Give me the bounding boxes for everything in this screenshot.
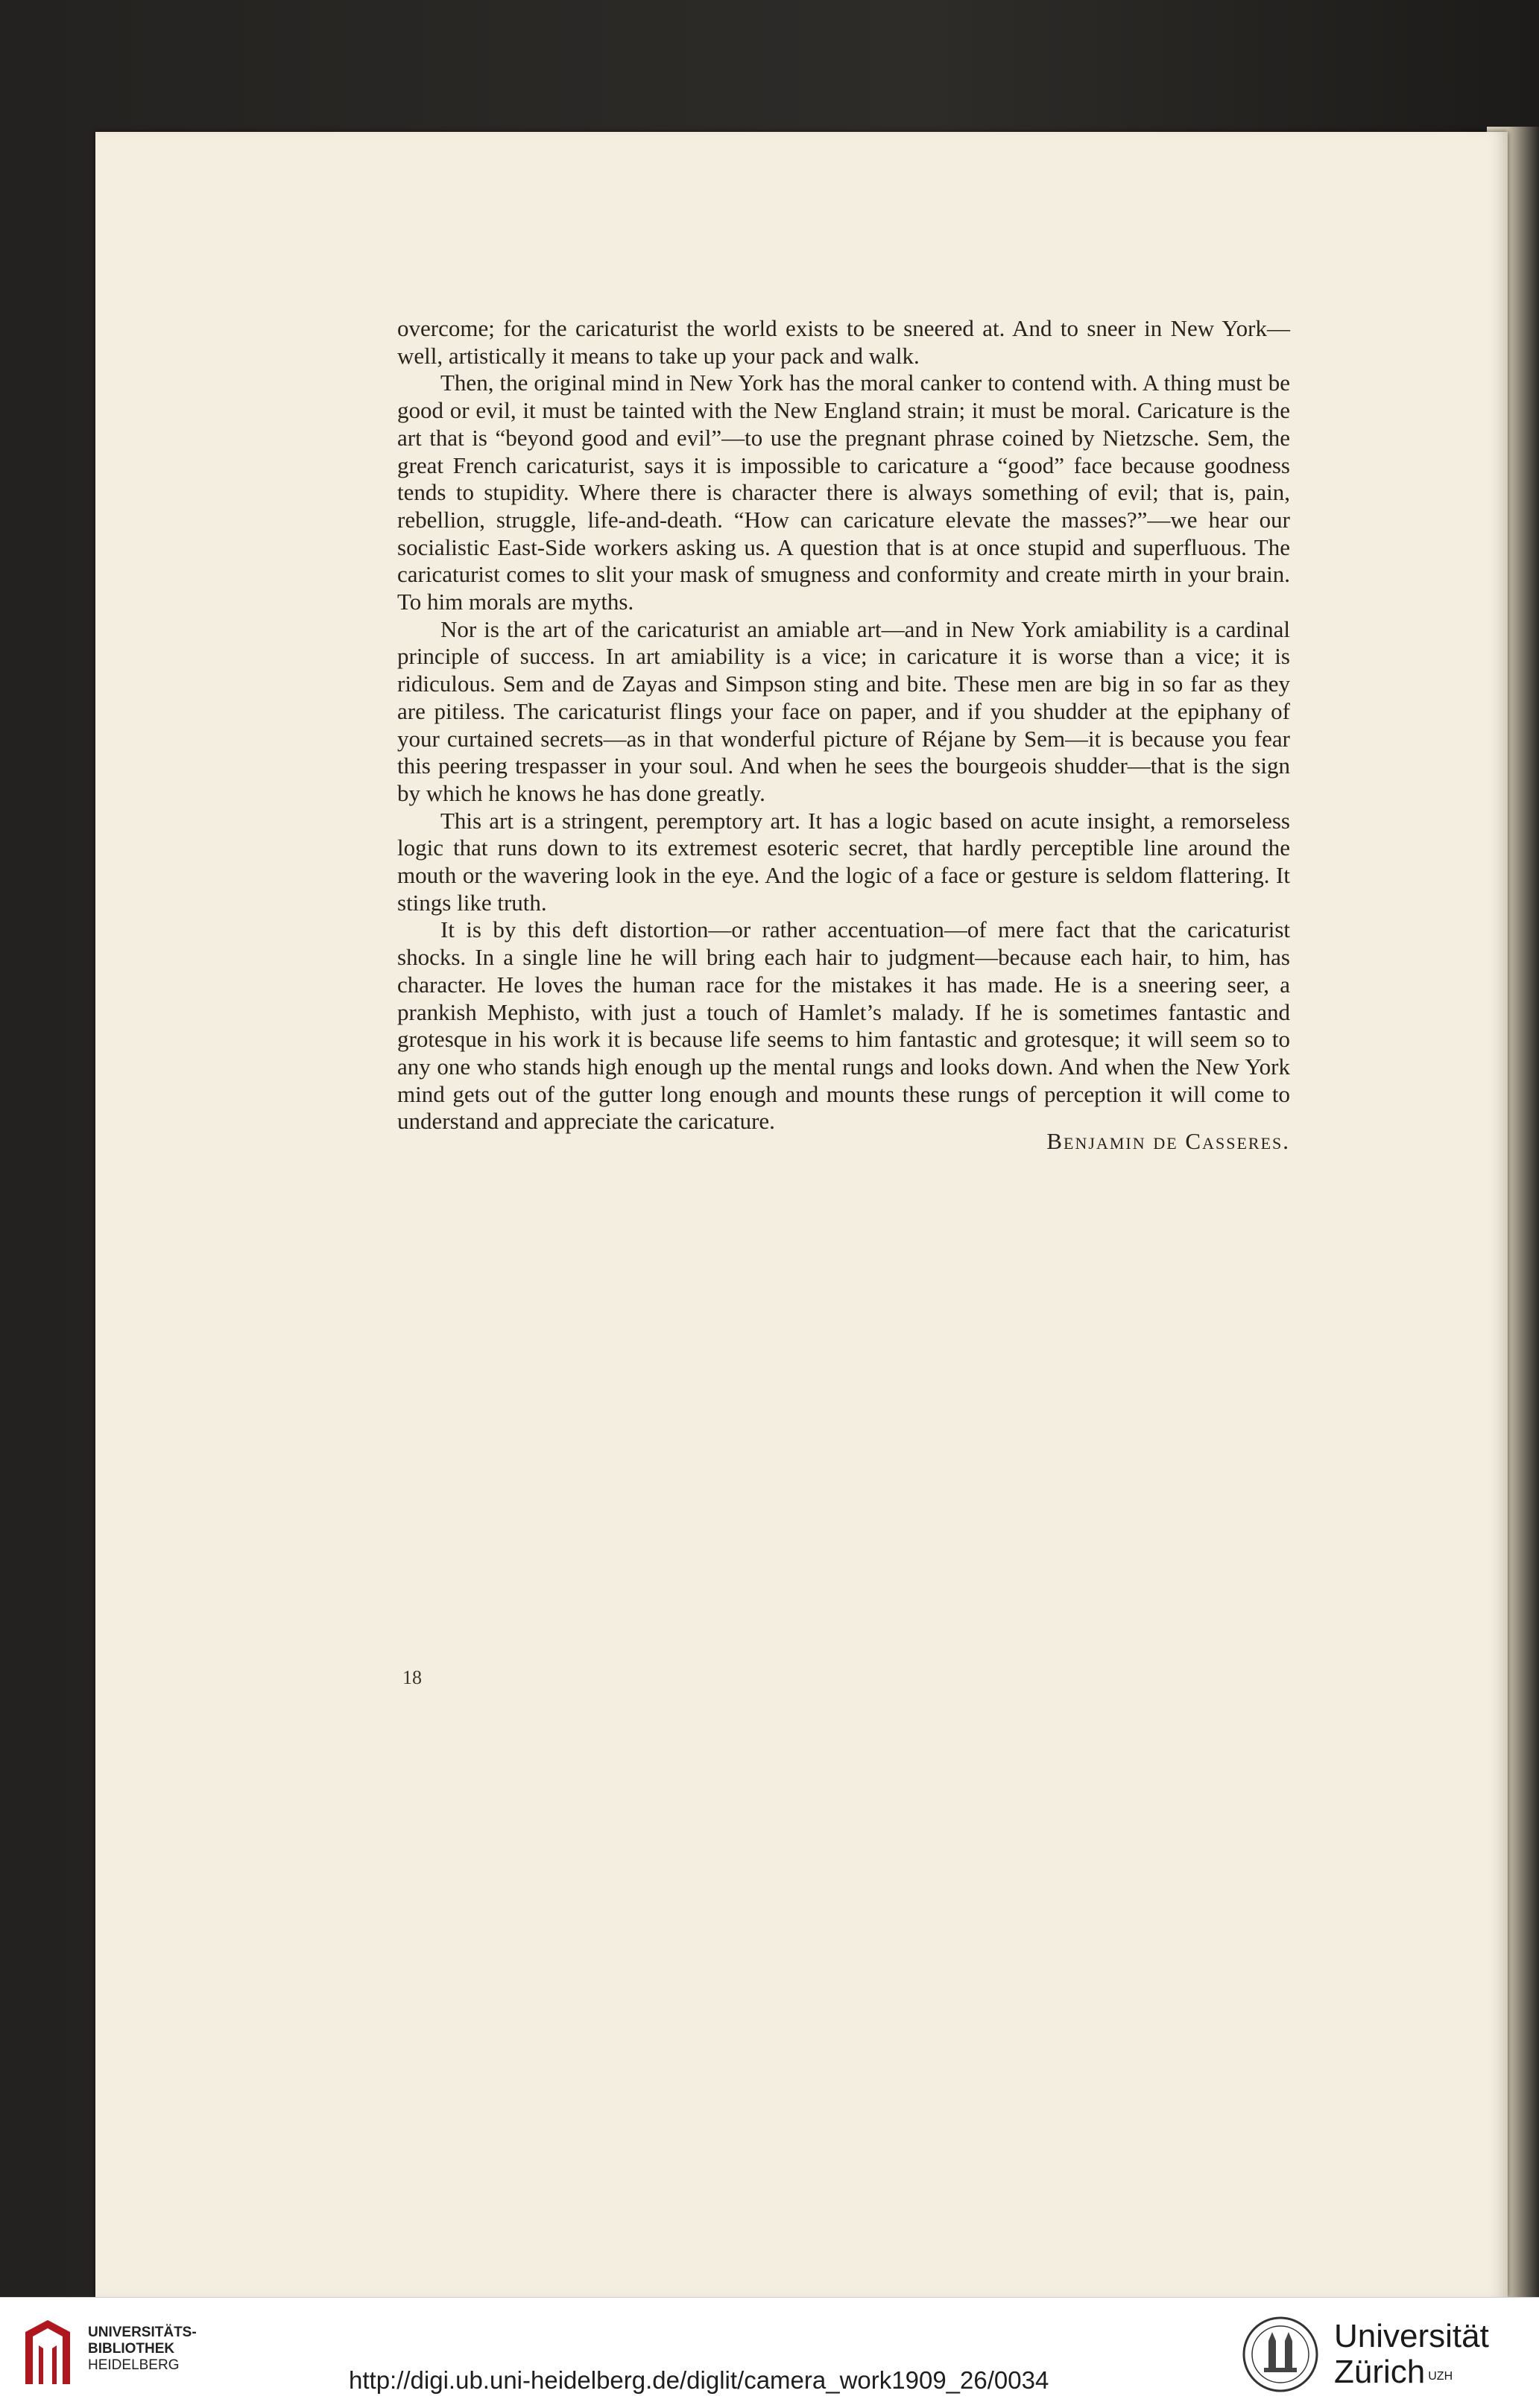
signature-row [397,1128,1290,1155]
permalink-url[interactable]: http://digi.ub.uni-heidelberg.de/diglit/camera_work1909_26/0034 [349,2366,1049,2394]
uzh-superscript: UZH [1428,2370,1453,2383]
library-line-3: HEIDELBERG [88,2357,180,2373]
library-name [88,2325,197,2374]
author-signature [1046,1128,1290,1156]
footer-bar [0,2297,1539,2408]
page-number: 18 [402,1667,422,1688]
university-name [1334,2319,1489,2390]
library-line-1: UNIVERSITÄTS- [88,2325,197,2340]
paragraph-2: Then, the original mind in New York has the moral canker to contend with. A thing must be good or evil, it must be tainted with the New England strain; it must be moral. Caricature is the art that is “beyond good and evil”—to use the pregnant phrase coined by Nietzsche. Sem, the great French caricaturist, says it is impossible to caricature a “good” face because goodness tends to stupidity. Where there is character there is always something of evil; that is, pain, rebellion, struggle, life-and-death. “How can caricature elevate the masses?”—we hear our socialistic East-Side workers asking us. A question that is at once stupid and superfluous. The caricaturist comes to slit your mask of smugness and conformity and create mirth in your brain. To him morals are myths. [397,370,1290,615]
paragraph-3: Nor is the art of the caricaturist an amiable art—and in New York amiability is a cardinal principle of success. In art amiability is a vice; in caricature it is worse than a vice; it is ridiculous. Sem and de Zayas and Simpson sting and bite. These men are big in so far as they are pitiless. The caricaturist flings your face on paper, and if you shudder at the epiphany of your curtained secrets—as in that wonderful picture of Réjane by Sem—it is because you fear this peering trespasser in your soul. And when he sees the bourgeois shudder—that is the sign by which he knows he has done greatly. [397,615,1290,806]
ub-heidelberg-logo-icon [18,2316,78,2389]
university-line-1: Universität [1334,2318,1489,2354]
signature-text: Benjamin de Casseres. [1046,1128,1290,1155]
university-city: Zürich [1334,2354,1426,2390]
paragraph-1: overcome; for the caricaturist the world exists to be sneered at. And to sneer in New York—well, artistically it means to take up your pack and walk. [397,315,1290,369]
library-line-2: BIBLIOTHEK [88,2341,175,2357]
paragraph-4: This art is a stringent, peremptory art. It has a logic based on acute insight, a remorseless logic that runs down to its extremest esoteric secret, that hardly perceptible line around the mouth or the wavering look in the eye. And the logic of a face or gesture is seldom flattering. It stings like truth. [397,807,1290,916]
paragraph-5: It is by this deft distortion—or rather accentuation—of mere fact that the caricaturist shocks. In a single line he will bring each hair to judgment—because each hair, to him, has character. He loves the human race for the mistakes it has made. He is a sneering seer, a prankish Mephisto, with just a touch of Hamlet’s malady. If he is sometimes fantastic and grotesque in his work it is because life seems to him fantastic and grotesque; it will seem so to any one who stands high enough up the mental rungs and looks down. And when the New York mind gets out of the gutter long enough and mounts these rungs of perception it will come to understand and appreciate the caricature. [397,916,1290,1135]
university-line-2 [1334,2354,1489,2390]
body-text [397,315,1290,1155]
uzh-seal-icon [1242,2316,1319,2393]
